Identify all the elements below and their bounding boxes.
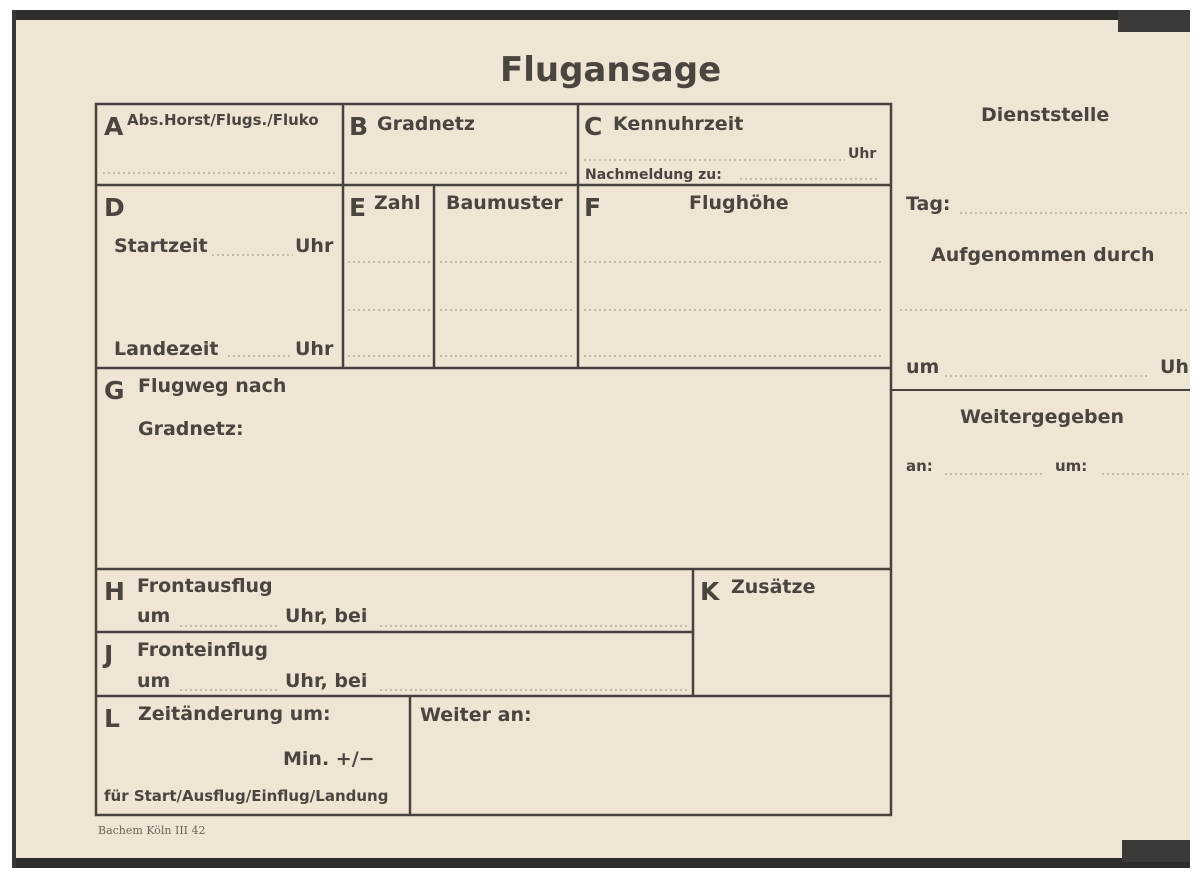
um-label: um [906, 356, 940, 378]
um2-label: um: [1055, 457, 1088, 475]
weitergegeben-label: Weitergegeben [960, 406, 1125, 428]
box-l-label: Zeitänderung um: [138, 703, 331, 725]
box-c-uhr: Uhr [848, 146, 877, 162]
box-j-uhr-bei: Uhr, bei [285, 670, 368, 692]
box-a-label: Abs.Horst/Flugs./Fluko [127, 111, 319, 129]
box-e-baumuster: Baumuster [446, 192, 563, 214]
box-h-um: um [137, 605, 171, 627]
box-e-letter: E [349, 193, 367, 222]
box-b-letter: B [349, 112, 369, 141]
box-f-letter: F [584, 193, 602, 222]
box-d-uhr-start: Uhr [295, 235, 334, 257]
printer-imprint: Bachem Köln III 42 [98, 824, 206, 837]
box-h-letter: H [104, 577, 125, 606]
box-d-uhr-lande: Uhr [295, 338, 334, 360]
uhr-label: Uh [1160, 356, 1189, 378]
box-j-um: um [137, 670, 171, 692]
box-k-label: Zusätze [731, 576, 816, 598]
box-k-letter: K [700, 577, 720, 606]
box-h-label: Frontausflug [137, 575, 273, 597]
box-g-label: Flugweg nach [138, 375, 287, 397]
box-c-nachmeldung: Nachmeldung zu: [585, 167, 722, 183]
box-d-letter: D [104, 193, 125, 222]
an-label: an: [906, 457, 933, 475]
box-g-sub: Gradnetz: [138, 418, 244, 440]
box-j-label: Fronteinflug [137, 639, 268, 661]
box-c-label: Kennuhrzeit [613, 113, 744, 135]
box-c-letter: C [584, 112, 603, 141]
box-b-label: Gradnetz [377, 113, 475, 135]
box-l-letter: L [104, 704, 120, 733]
box-d-startzeit: Startzeit [114, 235, 208, 257]
box-a-letter: A [104, 112, 124, 141]
aufgenommen-label: Aufgenommen durch [931, 244, 1155, 266]
box-j-letter: J [104, 640, 114, 669]
box-e-label: Zahl [374, 192, 421, 214]
tag-label: Tag: [906, 193, 951, 215]
dienststelle-label: Dienststelle [981, 104, 1110, 126]
box-g-letter: G [104, 376, 125, 405]
box-d-landezeit: Landezeit [114, 338, 219, 360]
box-l-fuer: für Start/Ausflug/Einflug/Landung [104, 787, 389, 805]
weiter-an-label: Weiter an: [420, 704, 532, 726]
form-title: Flugansage [500, 50, 722, 90]
box-f-label: Flughöhe [689, 192, 789, 214]
box-h-uhr-bei: Uhr, bei [285, 605, 368, 627]
box-l-min: Min. +/− [283, 748, 375, 770]
